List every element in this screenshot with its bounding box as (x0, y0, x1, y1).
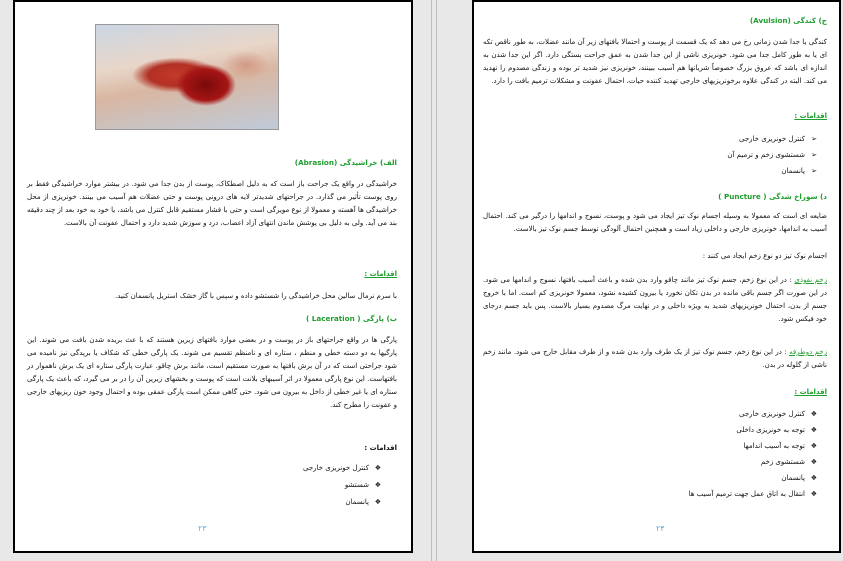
list-item: ❖ توجه به آسیب اندامها (597, 438, 817, 454)
diamond-bullet-icon: ❖ (810, 474, 817, 482)
abrasion-heading: الف) خراشیدگی (Abrasion) (294, 158, 397, 167)
entry-wound-term: زخم نفوذی (794, 276, 827, 284)
abrasion-wound-photo (95, 24, 279, 130)
diamond-bullet-icon: ❖ (810, 458, 817, 466)
puncture-types-line: اجسام نوک تیز دو نوع زخم ایجاد می کنند : (702, 252, 827, 260)
diamond-bullet-icon: ❖ (810, 442, 817, 450)
arrow-bullet-icon: ➢ (811, 167, 817, 175)
puncture-actions-list (597, 406, 817, 502)
spread-divider (431, 0, 432, 561)
avulsion-paragraph: کندگی یا جدا شدن زمانی رخ می دهد که یک قسمت از پوست و احتمالا بافتهای زیر آن مانند عضلات، به طور ناقص تکه ای یا به طور کامل جدا می شود. خونریزی ناشی از این جدا شدن به عمق جراحت بستگی دارد. اگر این جدا شدن به اندازه ای باشد که عروق بزرگ خصوصاً شریانها هم آسیب ببینند، خونریزی نیز شدید تر بوده و زندگی مصدوم را تهدید می کند. البته در کندگی علاوه برخونریزیهای خارجی تهدید کننده حیات، احتمال عفونت و مشکلات ترمیم بافت را دارد. (483, 38, 827, 85)
diamond-bullet-icon: ❖ (374, 481, 381, 489)
page-23 (13, 0, 413, 553)
entry-wound-paragraph: زخم نفوذی : در این نوع زخم، جسم نوک تیز مانند چاقو وارد بدن شده و باعث آسیب بافتها، نسوج و اندامها می شود. در این صورت اگر جسم باقی مانده در بدن تکان نخورد یا بیرون کشیده نشود، معمولا خونریزی کم است. اما با خروج جسم از بدن، احتمال خونریزیهای شدید به ویژه داخلی و در نهایت مرگ مصدوم بسیار بالاست. پس باید جسم درجای خود فیکس شود. (483, 276, 827, 323)
list-item: ➢ شستشوی زخم و ترمیم آن (617, 148, 817, 162)
page-number: ۲۳ (198, 524, 207, 533)
list-item: ❖ انتقال به اتاق عمل جهت ترمیم آسیب ها (597, 486, 817, 502)
laceration-heading: ب) پارگی ( Laceration ) (305, 314, 397, 323)
list-item: ❖ کنترل خونریزی خارجی (181, 462, 381, 475)
list-item: ❖ پانسمان (181, 496, 381, 509)
list-item: ❖ شستشوی زخم (597, 454, 817, 470)
actions-label: اقدامات : (794, 388, 827, 396)
list-item: ➢ پانسمان (617, 164, 817, 178)
puncture-paragraph: ضایعه ای است که معمولا به وسیله اجسام نوک تیز ایجاد می شود و پوست، نسوج و اندامها را درگیر می کند. احتمال آسیب به اندامها، خونریزی خارجی و داخلی زیاد است و همچنین احتمال آلودگی توسط جسم نوک تیز بالاست. (483, 212, 827, 233)
laceration-paragraph: پارگی ها در واقع جراحتهای باز در پوست و در بعضی موارد بافتهای زیرین هستند که با عث بریده شدن بافت می شوند. این پارگیها به دو دسته خطی و منظم ، ستاره ای و نامنظم تقسیم می شوند. یک پارگی خطی که شکاف یا بریدگی نیز نامیده می شود جراحتی است که در آن برش بافتها به صورت مستقیم است، مانند برش چاقو. عبارت پارگی ستاره ای یک برش ناهموار در بافتهاست. این نوع پارگی معمولا در اثر آسیبهای بلانت است که پوست و بخشهای زیرین آن را در بر می گیرد، که باعث یک پارگی ستاره ای یا غیر خطی از داخل به بیرون می شود. حتی گاهی ممکن است پارگی عمقی بوده و احتمال وجود خون ریزیهای خارجی و عفونت را مطرح کند. (27, 336, 397, 409)
list-item: ❖ شستشو (181, 479, 381, 492)
abrasion-paragraph: خراشیدگی در واقع یک جراحت باز است که به دلیل اصطکاک، پوست از بدن جدا می شود. در بیشتر موارد خراشیدگی فقط بر روی پوست تأثیر می گذارد. در جراحتهای شدیدتر لایه های درونی پوست و حتی عضلات هم آسیب می بینند. خونریزی از محل خراشیدگی ها آهسته و معمولا از نوع مویرگی است و حتی با فشار مستقیم قابل کنترل می باشد، یا خود به خود بعد از چند دقیقه بند می آید. ولی به دلیل بی پوشش ماندن انتهای آزاد اعصاب، درد و سوزش شدید دارد و احتمال عفونت آن بالاست. (27, 180, 397, 227)
two-way-wound-term: زخم دوطرفه (789, 348, 827, 356)
puncture-heading: د) سوراخ شدگی ( Puncture ) (718, 192, 827, 201)
list-item: ❖ پانسمان (597, 470, 817, 486)
avulsion-actions-list (617, 132, 817, 178)
diamond-bullet-icon: ❖ (374, 464, 381, 472)
abrasion-action: با سرم نرمال سالین محل خراشیدگی را شستشو داده و سپس با گاز خشک استریل پانسمان کنید. (114, 292, 397, 300)
diamond-bullet-icon: ❖ (810, 426, 817, 434)
list-item: ❖ کنترل خونریزی خارجی (597, 406, 817, 422)
two-way-wound-paragraph: زخم دوطرفه : در این نوع زخم، جسم نوک تیز از یک طرف وارد بدن شده و از طرف مقابل خارج می شود. مانند زخم ناشی از گلوله در بدن. (483, 348, 827, 369)
list-item: ❖ توجه به خونریزی داخلی (597, 422, 817, 438)
diamond-bullet-icon: ❖ (810, 490, 817, 498)
diamond-bullet-icon: ❖ (374, 498, 381, 506)
actions-label: اقدامات : (364, 270, 397, 278)
spread-divider (436, 0, 437, 561)
actions-label: اقدامات : (794, 112, 827, 120)
list-item: ➢ کنترل خونریزی خارجی (617, 132, 817, 146)
laceration-actions-list (181, 462, 381, 509)
arrow-bullet-icon: ➢ (811, 151, 817, 159)
actions-label: اقدامات : (364, 444, 397, 452)
page-24 (472, 0, 841, 553)
page-number: ۲۴ (656, 524, 665, 533)
diamond-bullet-icon: ❖ (810, 410, 817, 418)
avulsion-heading: ج) کندگی (Avulsion) (749, 16, 827, 25)
arrow-bullet-icon: ➢ (811, 135, 817, 143)
